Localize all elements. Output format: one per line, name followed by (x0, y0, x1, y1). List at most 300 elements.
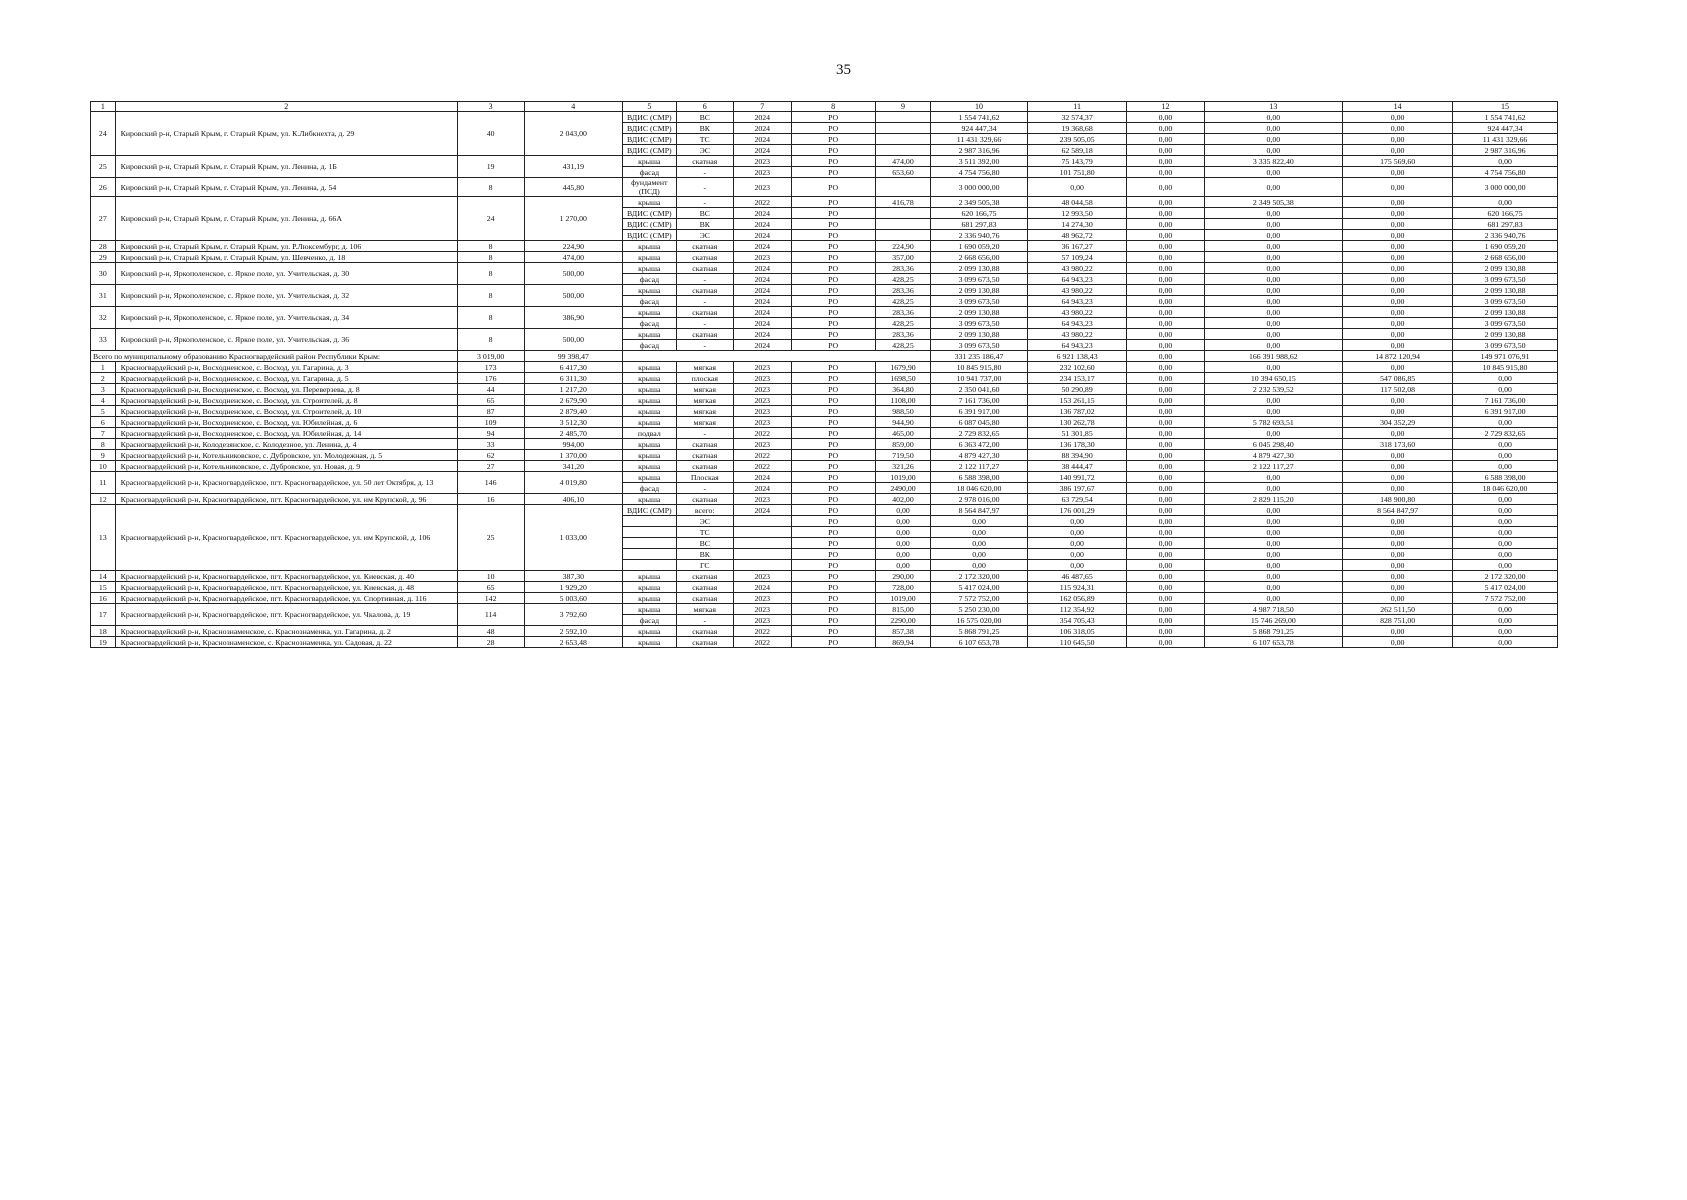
fund-funds: 2 829 115,20 (1204, 494, 1343, 505)
federal-funds: 0,00 (1127, 373, 1204, 384)
federal-funds: 0,00 (1127, 450, 1204, 461)
federal-funds: 0,00 (1127, 296, 1204, 307)
fund-funds: 0,00 (1204, 318, 1343, 329)
total-cost: 2 349 505,38 (931, 197, 1028, 208)
source: РО (791, 582, 875, 593)
year: 2024 (734, 274, 792, 285)
address: Кировский р-н, Старый Крым, г. Старый Крым, ул. Р.Люксембург, д. 106 (115, 241, 457, 252)
fund-funds: 0,00 (1204, 134, 1343, 145)
source: РО (791, 362, 875, 373)
budget-funds: 0,00 (1343, 230, 1453, 241)
table-row (91, 384, 1558, 395)
source: РО (791, 197, 875, 208)
area: 2490,00 (875, 483, 930, 494)
capital-repair-table (90, 101, 1558, 648)
column-number-10: 10 (931, 102, 1028, 112)
address: Кировский р-н, Яркополенское, с. Яркое поле, ул. Учительская, д. 30 (115, 263, 457, 285)
row-number: 7 (91, 428, 116, 439)
column-number-15: 15 (1453, 102, 1558, 112)
work-subtype: скатная (676, 571, 734, 582)
year: 2023 (734, 395, 792, 406)
building-area: 500,00 (524, 329, 623, 351)
address: Красногвардейский р-н, Краснознаменское, с. Краснознаменка, ул. Садовая, д. 22 (115, 637, 457, 648)
owner-funds: 1 690 059,20 (1453, 241, 1558, 252)
work-subtype: - (676, 197, 734, 208)
year: 2024 (734, 208, 792, 219)
fund-funds: 15 746 269,00 (1204, 615, 1343, 626)
owner-funds: 620 166,75 (1453, 208, 1558, 219)
unit-cost: 19 368,68 (1027, 123, 1127, 134)
federal-funds: 0,00 (1127, 285, 1204, 296)
fund-funds: 0,00 (1204, 340, 1343, 351)
owner-funds: 681 297,83 (1453, 219, 1558, 230)
work-type: крыша (623, 406, 676, 417)
total-empty (623, 351, 931, 362)
unit-cost: 64 943,23 (1027, 318, 1127, 329)
table-row (91, 307, 1558, 318)
source: РО (791, 329, 875, 340)
row-number: 10 (91, 461, 116, 472)
source: РО (791, 626, 875, 637)
work-subtype: ГС (676, 560, 734, 571)
budget-funds: 0,00 (1343, 626, 1453, 637)
total-cost: 924 447,34 (931, 123, 1028, 134)
year: 2023 (734, 384, 792, 395)
federal-funds: 0,00 (1127, 362, 1204, 373)
apartment-count: 19 (457, 156, 524, 178)
budget-funds: 262 511,50 (1343, 604, 1453, 615)
column-number-6: 6 (676, 102, 734, 112)
source: РО (791, 560, 875, 571)
source: РО (791, 318, 875, 329)
source: РО (791, 395, 875, 406)
table-row (91, 494, 1558, 505)
fund-funds: 0,00 (1204, 593, 1343, 604)
fund-funds: 0,00 (1204, 112, 1343, 123)
unit-cost: 354 705,43 (1027, 615, 1127, 626)
area: 428,25 (875, 274, 930, 285)
owner-funds: 0,00 (1453, 516, 1558, 527)
building-area: 2 592,10 (524, 626, 623, 637)
address: Кировский р-н, Яркополенское, с. Яркое поле, ул. Учительская, д. 34 (115, 307, 457, 329)
budget-funds: 304 352,29 (1343, 417, 1453, 428)
total-cost: 5 868 791,25 (931, 626, 1028, 637)
work-subtype: ВК (676, 123, 734, 134)
work-subtype: ВС (676, 208, 734, 219)
unit-cost: 50 290,89 (1027, 384, 1127, 395)
total-cost: 2 336 940,76 (931, 230, 1028, 241)
source: РО (791, 208, 875, 219)
address: Кировский р-н, Старый Крым, г. Старый Крым, ул. К.Либкнехта, д. 29 (115, 112, 457, 156)
area: 290,00 (875, 571, 930, 582)
work-subtype: скатная (676, 450, 734, 461)
total-cost: 2 172 320,00 (931, 571, 1028, 582)
work-type: крыша (623, 307, 676, 318)
budget-funds: 0,00 (1343, 560, 1453, 571)
unit-cost: 153 261,15 (1027, 395, 1127, 406)
address: Красногвардейский р-н, Восходненское, с. Восход, ул. Гагарина, д. 5 (115, 373, 457, 384)
table-row (91, 461, 1558, 472)
unit-cost: 0,00 (1027, 538, 1127, 549)
work-subtype: скатная (676, 439, 734, 450)
table-row (91, 263, 1558, 274)
apartment-count: 25 (457, 505, 524, 571)
row-number: 8 (91, 439, 116, 450)
apartment-count: 173 (457, 362, 524, 373)
unit-cost: 234 153,17 (1027, 373, 1127, 384)
federal-funds: 0,00 (1127, 593, 1204, 604)
total-cost: 6 363 472,00 (931, 439, 1028, 450)
work-type: фасад (623, 615, 676, 626)
federal-funds: 0,00 (1127, 626, 1204, 637)
budget-funds: 0,00 (1343, 145, 1453, 156)
area: 428,25 (875, 318, 930, 329)
fund-funds: 0,00 (1204, 145, 1343, 156)
federal-funds: 0,00 (1127, 123, 1204, 134)
unit-cost: 136 178,30 (1027, 439, 1127, 450)
source: РО (791, 593, 875, 604)
budget-funds: 0,00 (1343, 134, 1453, 145)
total-cost: 6 588 398,00 (931, 472, 1028, 483)
table-row (91, 472, 1558, 483)
total-cost: 2 350 041,60 (931, 384, 1028, 395)
unit-cost: 232 102,60 (1027, 362, 1127, 373)
year: 2022 (734, 637, 792, 648)
apartment-count: 8 (457, 285, 524, 307)
total-row (91, 351, 1558, 362)
year: 2024 (734, 505, 792, 516)
total-cost: 3 099 673,50 (931, 296, 1028, 307)
source: РО (791, 483, 875, 494)
budget-funds: 318 173,60 (1343, 439, 1453, 450)
source: РО (791, 384, 875, 395)
apartment-count: 33 (457, 439, 524, 450)
building-area: 406,10 (524, 494, 623, 505)
budget-funds: 0,00 (1343, 428, 1453, 439)
fund-funds: 0,00 (1204, 362, 1343, 373)
row-number: 18 (91, 626, 116, 637)
address: Кировский р-н, Яркополенское, с. Яркое поле, ул. Учительская, д. 32 (115, 285, 457, 307)
work-subtype: скатная (676, 494, 734, 505)
row-number: 16 (91, 593, 116, 604)
apartment-count: 8 (457, 252, 524, 263)
column-number-5: 5 (623, 102, 676, 112)
row-number: 28 (91, 241, 116, 252)
area: 1019,00 (875, 472, 930, 483)
work-subtype: скатная (676, 329, 734, 340)
column-number-8: 8 (791, 102, 875, 112)
budget-funds: 0,00 (1343, 450, 1453, 461)
work-subtype: скатная (676, 461, 734, 472)
total-cost: 2 099 130,88 (931, 263, 1028, 274)
address: Красногвардейский р-н, Красногвардейское, пгт. Красногвардейское, ул. 50 лет Октября, д. 13 (115, 472, 457, 494)
area: 728,00 (875, 582, 930, 593)
owner-funds: 3 099 673,50 (1453, 340, 1558, 351)
year: 2023 (734, 417, 792, 428)
work-subtype: мягкая (676, 395, 734, 406)
table-row (91, 395, 1558, 406)
work-subtype: скатная (676, 252, 734, 263)
work-subtype: ТС (676, 134, 734, 145)
budget-funds: 0,00 (1343, 252, 1453, 263)
area: 0,00 (875, 538, 930, 549)
owner-funds: 3 000 000,00 (1453, 178, 1558, 197)
source: РО (791, 252, 875, 263)
unit-cost: 12 993,50 (1027, 208, 1127, 219)
fund-funds: 0,00 (1204, 123, 1343, 134)
total-apartments: 3 019,00 (457, 351, 524, 362)
area: 416,78 (875, 197, 930, 208)
year: 2024 (734, 307, 792, 318)
year: 2023 (734, 494, 792, 505)
area: 0,00 (875, 560, 930, 571)
address: Красногвардейский р-н, Красногвардейское, пгт. Красногвардейское, ул. Киевская, д. 48 (115, 582, 457, 593)
total-cost: 16 575 020,00 (931, 615, 1028, 626)
fund-funds: 0,00 (1204, 582, 1343, 593)
work-subtype: ТС (676, 527, 734, 538)
building-area: 2 043,00 (524, 112, 623, 156)
area (875, 112, 930, 123)
address: Красногвардейский р-н, Красногвардейское, пгт. Красногвардейское, ул. Спортивная, д. 116 (115, 593, 457, 604)
source: РО (791, 571, 875, 582)
work-type: крыша (623, 637, 676, 648)
building-area: 387,30 (524, 571, 623, 582)
federal-funds: 0,00 (1127, 461, 1204, 472)
owner-funds: 0,00 (1453, 494, 1558, 505)
fund-funds: 0,00 (1204, 167, 1343, 178)
work-subtype: мягкая (676, 406, 734, 417)
budget-funds: 0,00 (1343, 472, 1453, 483)
total-total-cost: 331 235 186,47 (931, 351, 1028, 362)
budget-funds: 828 751,00 (1343, 615, 1453, 626)
area (875, 230, 930, 241)
source: РО (791, 340, 875, 351)
owner-funds: 0,00 (1453, 626, 1558, 637)
owner-funds: 0,00 (1453, 538, 1558, 549)
federal-funds: 0,00 (1127, 516, 1204, 527)
federal-funds: 0,00 (1127, 582, 1204, 593)
building-area: 386,90 (524, 307, 623, 329)
owner-funds: 4 754 756,80 (1453, 167, 1558, 178)
total-cost: 4 754 756,80 (931, 167, 1028, 178)
work-subtype: - (676, 428, 734, 439)
budget-funds: 0,00 (1343, 571, 1453, 582)
source: РО (791, 538, 875, 549)
fund-funds: 0,00 (1204, 285, 1343, 296)
work-type: фасад (623, 340, 676, 351)
work-type: ВДИС (СМР) (623, 230, 676, 241)
federal-funds: 0,00 (1127, 538, 1204, 549)
area: 653,60 (875, 167, 930, 178)
source: РО (791, 527, 875, 538)
fund-funds: 0,00 (1204, 263, 1343, 274)
area: 869,94 (875, 637, 930, 648)
unit-cost: 36 167,27 (1027, 241, 1127, 252)
address: Красногвардейский р-н, Красногвардейское, пгт. Красногвардейское, ул. им Крупской, д. 96 (115, 494, 457, 505)
budget-funds: 0,00 (1343, 637, 1453, 648)
total-cost: 3 099 673,50 (931, 318, 1028, 329)
federal-funds: 0,00 (1127, 395, 1204, 406)
budget-funds: 0,00 (1343, 549, 1453, 560)
work-type: крыша (623, 329, 676, 340)
work-subtype: ЭС (676, 516, 734, 527)
total-cost: 7 572 752,00 (931, 593, 1028, 604)
row-number: 9 (91, 450, 116, 461)
table-row (91, 112, 1558, 123)
unit-cost: 162 056,89 (1027, 593, 1127, 604)
table-row (91, 626, 1558, 637)
total-owner-funds: 149 971 076,91 (1453, 351, 1558, 362)
budget-funds: 0,00 (1343, 241, 1453, 252)
building-area: 6 311,30 (524, 373, 623, 384)
address: Кировский р-н, Старый Крым, г. Старый Крым, ул. Ленина, д. 1Б (115, 156, 457, 178)
fund-funds: 0,00 (1204, 560, 1343, 571)
building-area: 3 792,60 (524, 604, 623, 626)
budget-funds: 175 569,60 (1343, 156, 1453, 167)
unit-cost: 48 044,58 (1027, 197, 1127, 208)
source: РО (791, 428, 875, 439)
budget-funds: 0,00 (1343, 112, 1453, 123)
total-cost: 681 297,83 (931, 219, 1028, 230)
row-number: 17 (91, 604, 116, 626)
total-cost: 3 511 392,00 (931, 156, 1028, 167)
address: Красногвардейский р-н, Красногвардейское, пгт. Красногвардейское, ул. Чкалова, д. 19 (115, 604, 457, 626)
year: 2023 (734, 252, 792, 263)
row-number: 24 (91, 112, 116, 156)
unit-cost: 386 197,67 (1027, 483, 1127, 494)
fund-funds: 0,00 (1204, 178, 1343, 197)
year: 2023 (734, 406, 792, 417)
fund-funds: 0,00 (1204, 483, 1343, 494)
work-subtype: скатная (676, 307, 734, 318)
row-number: 11 (91, 472, 116, 494)
work-type: крыша (623, 472, 676, 483)
unit-cost: 239 505,05 (1027, 134, 1127, 145)
fund-funds: 6 107 653,78 (1204, 637, 1343, 648)
source: РО (791, 285, 875, 296)
fund-funds: 3 335 822,40 (1204, 156, 1343, 167)
budget-funds: 0,00 (1343, 285, 1453, 296)
source: РО (791, 373, 875, 384)
address: Красногвардейский р-н, Колодезянское, с. Колодезное, ул. Ленина, д. 4 (115, 439, 457, 450)
work-subtype: скатная (676, 626, 734, 637)
column-number-14: 14 (1343, 102, 1453, 112)
table-row (91, 252, 1558, 263)
fund-funds: 0,00 (1204, 538, 1343, 549)
work-subtype: ВК (676, 219, 734, 230)
year (734, 560, 792, 571)
row-number: 25 (91, 156, 116, 178)
table-row (91, 156, 1558, 167)
year (734, 549, 792, 560)
budget-funds: 0,00 (1343, 197, 1453, 208)
year: 2024 (734, 241, 792, 252)
work-type: крыша (623, 156, 676, 167)
work-type (623, 516, 676, 527)
source: РО (791, 134, 875, 145)
total-cost: 5 250 230,00 (931, 604, 1028, 615)
total-label: Всего по муниципальному образованию Красногвардейский район Республики Крым: (91, 351, 458, 362)
budget-funds: 0,00 (1343, 362, 1453, 373)
year: 2022 (734, 428, 792, 439)
federal-funds: 0,00 (1127, 527, 1204, 538)
budget-funds: 0,00 (1343, 208, 1453, 219)
owner-funds: 0,00 (1453, 197, 1558, 208)
address: Красногвардейский р-н, Котельниковское, с. Дубровское, ул. Новая, д. 9 (115, 461, 457, 472)
federal-funds: 0,00 (1127, 406, 1204, 417)
fund-funds: 0,00 (1204, 428, 1343, 439)
budget-funds: 0,00 (1343, 318, 1453, 329)
fund-funds: 0,00 (1204, 472, 1343, 483)
area: 402,00 (875, 494, 930, 505)
apartment-count: 44 (457, 384, 524, 395)
source: РО (791, 274, 875, 285)
area: 364,80 (875, 384, 930, 395)
budget-funds: 0,00 (1343, 593, 1453, 604)
unit-cost: 48 962,72 (1027, 230, 1127, 241)
budget-funds: 148 900,80 (1343, 494, 1453, 505)
work-subtype: скатная (676, 241, 734, 252)
work-type: ВДИС (СМР) (623, 208, 676, 219)
source: РО (791, 450, 875, 461)
total-cost: 2 122 117,27 (931, 461, 1028, 472)
year: 2024 (734, 285, 792, 296)
area: 719,50 (875, 450, 930, 461)
table-row (91, 505, 1558, 516)
address: Красногвардейский р-н, Краснознаменское, с. Краснознаменка, ул. Гагарина, д. 2 (115, 626, 457, 637)
owner-funds: 0,00 (1453, 417, 1558, 428)
work-type: крыша (623, 362, 676, 373)
year: 2023 (734, 439, 792, 450)
column-number-13: 13 (1204, 102, 1343, 112)
source: РО (791, 230, 875, 241)
fund-funds: 5 782 693,51 (1204, 417, 1343, 428)
source: РО (791, 417, 875, 428)
unit-cost: 14 274,30 (1027, 219, 1127, 230)
table-row (91, 373, 1558, 384)
table-row (91, 417, 1558, 428)
building-area: 2 879,40 (524, 406, 623, 417)
work-subtype: ЭС (676, 145, 734, 156)
total-cost: 1 690 059,20 (931, 241, 1028, 252)
work-type (623, 527, 676, 538)
total-cost: 11 431 329,66 (931, 134, 1028, 145)
area: 1108,00 (875, 395, 930, 406)
owner-funds: 2 099 130,88 (1453, 307, 1558, 318)
year: 2024 (734, 112, 792, 123)
apartment-count: 8 (457, 263, 524, 285)
fund-funds: 0,00 (1204, 307, 1343, 318)
year: 2023 (734, 615, 792, 626)
unit-cost: 57 109,24 (1027, 252, 1127, 263)
table-row (91, 604, 1558, 615)
source: РО (791, 178, 875, 197)
column-number-11: 11 (1027, 102, 1127, 112)
work-subtype: мягкая (676, 604, 734, 615)
area (875, 134, 930, 145)
building-area: 1 929,20 (524, 582, 623, 593)
budget-funds: 547 086,85 (1343, 373, 1453, 384)
row-number: 26 (91, 178, 116, 197)
table-row (91, 593, 1558, 604)
fund-funds: 0,00 (1204, 571, 1343, 582)
owner-funds: 3 099 673,50 (1453, 318, 1558, 329)
year (734, 516, 792, 527)
area: 283,36 (875, 307, 930, 318)
area: 1679,90 (875, 362, 930, 373)
apartment-count: 65 (457, 395, 524, 406)
owner-funds: 0,00 (1453, 527, 1558, 538)
